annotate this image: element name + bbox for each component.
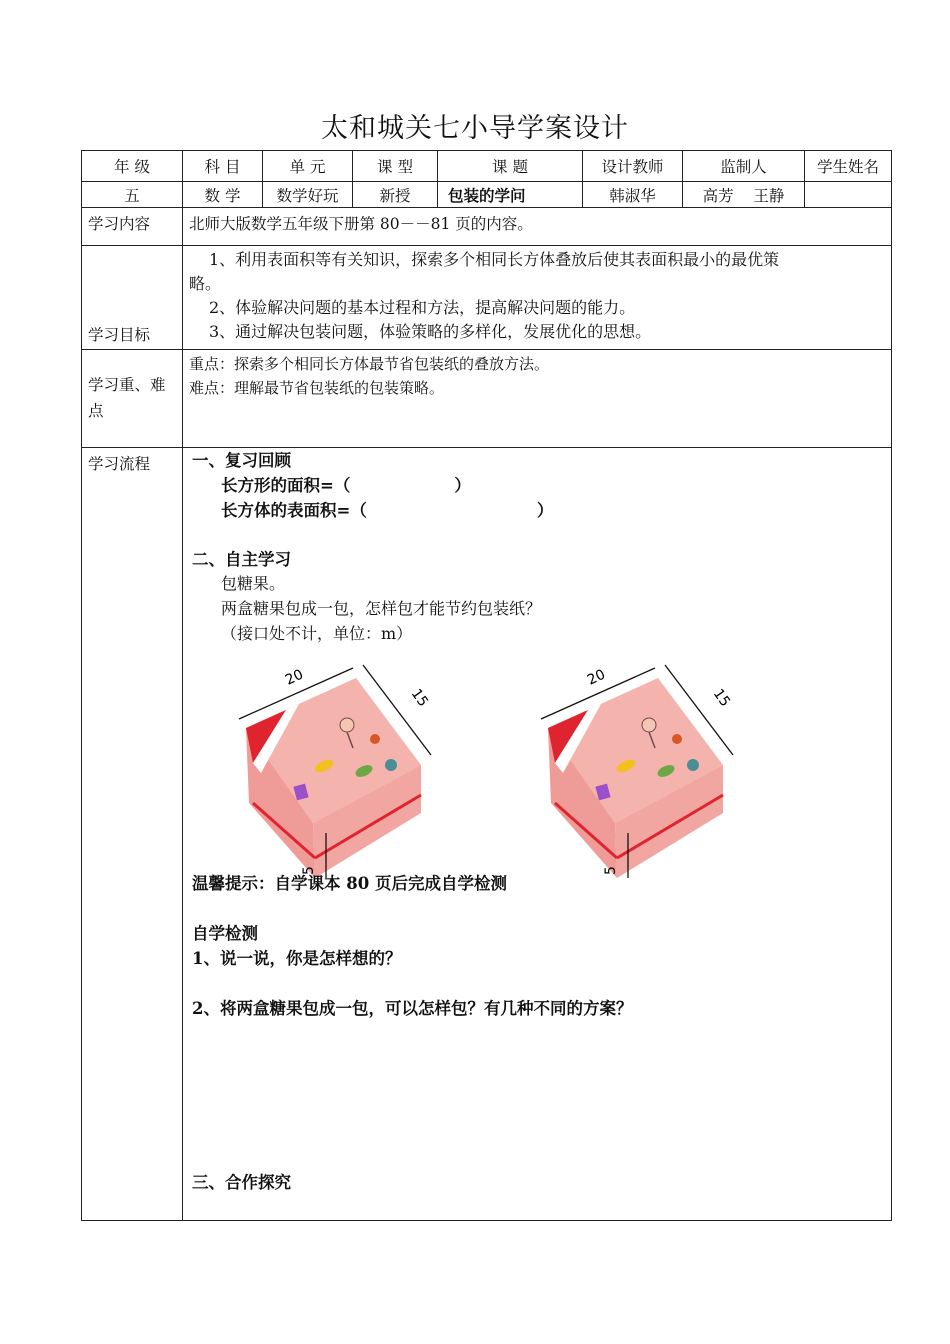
keypoints-row	[82, 350, 892, 448]
lollipop-icon	[642, 718, 656, 732]
content-text: 北师大版数学五年级下册第 80－－81 页的内容。	[183, 208, 892, 246]
keypoints-cell	[183, 350, 892, 448]
candy-box-figure-1	[231, 653, 441, 883]
header-value-row	[82, 182, 892, 208]
candy-teal-icon	[687, 759, 699, 771]
topic-value: 包装的学问	[438, 182, 583, 208]
header-label-row	[82, 151, 892, 182]
goal-item-2: 2、体验解决问题的基本过程和方法，提高解决问题的能力。	[209, 298, 636, 317]
self-check-title: 自学检测	[192, 924, 258, 943]
keypoints-label: 学习重、难点	[82, 350, 183, 448]
header-label-designer: 设计教师	[583, 151, 683, 182]
goals-label: 学习目标	[82, 246, 183, 350]
content-label: 学习内容	[82, 208, 183, 246]
header-label-student-name: 学生姓名	[805, 151, 892, 182]
dim-length-label: 20	[584, 666, 608, 689]
rect-area-suffix: ）	[454, 476, 471, 495]
subject-value: 数 学	[183, 182, 263, 208]
header-label-grade: 年 级	[82, 151, 183, 182]
self-check-q1: 1、说一说，你是怎样想的？	[192, 949, 402, 968]
goals-row	[82, 246, 892, 350]
difficulty-text: 难点：理解最节省包装纸的包装策略。	[189, 379, 445, 397]
lesson-type-value: 新授	[353, 182, 438, 208]
header-label-unit: 单 元	[263, 151, 353, 182]
page-title: 太和城关七小导学案设计	[321, 113, 629, 144]
grade-value: 五	[82, 182, 183, 208]
rect-area-prefix: 长方形的面积=（	[221, 476, 351, 495]
self-check-q2: 2、将两盒糖果包成一包，可以怎样包？有几种不同的方案？	[192, 999, 633, 1018]
candy-teal-icon	[385, 759, 397, 771]
self-study-section-title: 二、自主学习	[192, 550, 291, 569]
self-study-line1: 包糖果。	[221, 574, 286, 593]
content-row	[82, 208, 892, 246]
flow-cell	[183, 448, 892, 1221]
header-label-lesson-type: 课 型	[353, 151, 438, 182]
flow-content	[183, 448, 891, 1219]
self-study-line3: （接口处不计，单位：m）	[221, 624, 413, 643]
flow-row	[82, 448, 892, 1221]
candy-orange-icon	[672, 734, 682, 744]
goal-item-1: 1、利用表面积等有关知识，探索多个相同长方体叠放后使其表面积最小的最优策	[209, 250, 780, 269]
study-tip: 温馨提示：自学课本 80 页后完成自学检测	[192, 874, 507, 893]
dim-height-label: 5	[301, 866, 317, 875]
designer-value: 韩淑华	[583, 182, 683, 208]
cuboid-area-formula	[221, 498, 553, 523]
header-label-supervisor: 监制人	[683, 151, 805, 182]
candy-box-figure-2	[533, 653, 743, 883]
rect-area-formula	[221, 473, 471, 498]
unit-value: 数学好玩	[263, 182, 353, 208]
flow-label: 学习流程	[82, 448, 183, 1221]
dim-length-label: 20	[282, 666, 306, 689]
goal-item-1-cont: 略。	[189, 274, 222, 293]
lesson-plan-table	[81, 150, 892, 1221]
header-label-topic: 课 题	[438, 151, 583, 182]
cooperative-section-title: 三、合作探究	[192, 1173, 291, 1192]
goal-item-3: 3、通过解决包装问题，体验策略的多样化，发展优化的思想。	[209, 322, 652, 341]
cuboid-area-suffix: ）	[536, 501, 554, 520]
review-section-title: 一、复习回顾	[192, 451, 291, 470]
supervisor-value: 高芳 王静	[683, 182, 805, 208]
focus-text: 重点：探索多个相同长方体最节省包装纸的叠放方法。	[189, 355, 550, 373]
dim-width-label: 15	[709, 686, 734, 710]
candy-orange-icon	[370, 734, 380, 744]
goals-cell	[183, 246, 892, 350]
header-label-subject: 科 目	[183, 151, 263, 182]
student-name-value[interactable]	[805, 182, 892, 208]
lollipop-icon	[340, 718, 354, 732]
dim-width-label: 15	[407, 686, 432, 710]
cuboid-area-prefix: 长方体的表面积=（	[221, 501, 367, 520]
dim-height-label: 5	[603, 866, 619, 875]
self-study-line2: 两盒糖果包成一包，怎样包才能节约包装纸？	[221, 599, 542, 618]
